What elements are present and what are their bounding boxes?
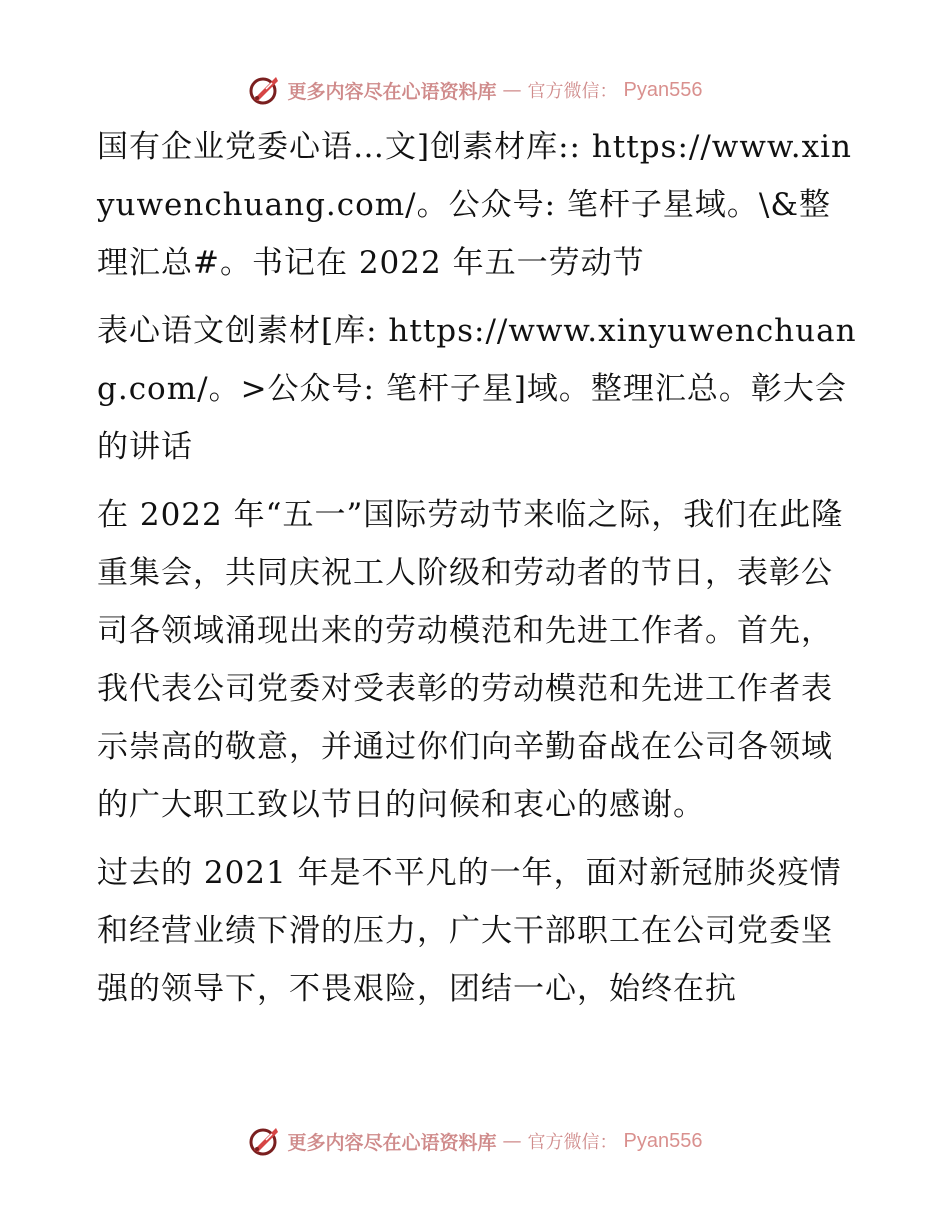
- footer-banner-sub: 官方微信：: [527, 1132, 618, 1153]
- footer-banner-main: 更多内容尽在心语资料库: [287, 1131, 497, 1154]
- header-banner-main: 更多内容尽在心语资料库: [287, 80, 497, 103]
- footer-banner-wechat-id: Pyan556: [623, 1129, 703, 1152]
- footer-banner-dash: —: [502, 1130, 522, 1152]
- header-banner-dash: —: [502, 79, 522, 101]
- header-banner-sub: 官方微信：: [527, 81, 618, 102]
- footer-watermark-banner: [0, 1121, 950, 1161]
- paragraph-4: 过去的 2021 年是不平凡的一年，面对新冠肺炎疫情和经营业绩下滑的压力，广大干部职工在公司党委坚强的领导下，不畏艰险，团结一心，始终在抗: [97, 855, 842, 1007]
- quill-logo-icon: [248, 73, 282, 107]
- header-banner-wechat-id: Pyan556: [623, 78, 703, 101]
- quill-logo-icon: [248, 1124, 282, 1158]
- paragraph-2: 表心语文创素材[库: https://www.xinyuwenchuang.com/。>公众号: 笔杆子星]域。整理汇总。彰大会的讲话: [97, 313, 857, 465]
- document-body: [97, 118, 857, 1028]
- header-watermark-banner: [0, 70, 950, 110]
- paragraph-1: 国有企业党委心语…文]创素材库:: https://www.xinyuwenchuang.com/。公众号: 笔杆子星域。\&整理汇总#。书记在 2022 年五一劳动节: [97, 129, 852, 281]
- paragraph-3: 在 2022 年“五一”国际劳动节来临之际，我们在此隆重集会，共同庆祝工人阶级和劳动者的节日，表彰公司各领域涌现出来的劳动模范和先进工作者。首先，我代表公司党委对受表彰的劳动模范和先进工作者表示崇高的敬意，并通过你们向辛勤奋战在公司各领域的广大职工致以节日的问候和衷心的感谢。: [97, 497, 844, 823]
